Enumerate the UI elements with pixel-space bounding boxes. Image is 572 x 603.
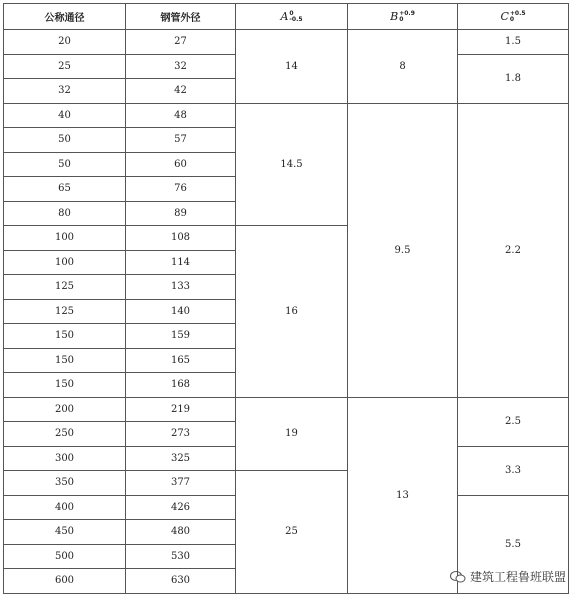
header-a-symbol: A [280, 10, 289, 23]
header-b-tol-lower: 0 [399, 16, 404, 23]
header-nominal-diameter: 公称通径 [4, 4, 126, 30]
table-row [4, 30, 569, 55]
cell-od: 159 [126, 324, 236, 349]
cell-b-group: 9.5 [348, 103, 458, 397]
header-b-tol-upper: +0.9 [399, 10, 415, 17]
table-row [4, 103, 569, 128]
header-c-symbol: C [500, 10, 509, 23]
header-c-tol-lower: 0 [509, 16, 515, 23]
watermark-text: 建筑工程鲁班联盟 [469, 570, 566, 584]
cell-c-group: 1.5 [458, 30, 569, 55]
cell-a-group: 25 [236, 471, 348, 594]
cell-dn: 600 [4, 569, 126, 594]
cell-a-group: 14.5 [236, 103, 348, 226]
header-a-tol-lower: -0.5 [289, 16, 303, 23]
cell-b-group: 13 [348, 397, 458, 593]
cell-od: 168 [126, 373, 236, 398]
cell-od: 48 [126, 103, 236, 128]
cell-dn: 80 [4, 201, 126, 226]
cell-dn: 250 [4, 422, 126, 447]
header-pipe-outer-diameter: 钢管外径 [126, 4, 236, 30]
cell-dn: 25 [4, 54, 126, 79]
cell-dn: 350 [4, 471, 126, 496]
cell-od: 630 [126, 569, 236, 594]
cell-c-group: 2.5 [458, 397, 569, 446]
cell-od: 32 [126, 54, 236, 79]
wechat-logo-icon [450, 571, 466, 583]
cell-od: 325 [126, 446, 236, 471]
cell-od: 42 [126, 79, 236, 104]
cell-dn: 125 [4, 275, 126, 300]
header-c [458, 4, 569, 30]
cell-c-group: 2.2 [458, 103, 569, 397]
cell-od: 377 [126, 471, 236, 496]
cell-od: 27 [126, 30, 236, 55]
cell-dn: 150 [4, 373, 126, 398]
cell-c-group: 3.3 [458, 446, 569, 495]
cell-dn: 50 [4, 152, 126, 177]
header-b-symbol: B [390, 10, 399, 23]
cell-dn: 40 [4, 103, 126, 128]
cell-dn: 20 [4, 30, 126, 55]
cell-a-group: 14 [236, 30, 348, 104]
cell-od: 114 [126, 250, 236, 275]
cell-dn: 150 [4, 324, 126, 349]
cell-dn: 150 [4, 348, 126, 373]
header-a [236, 4, 348, 30]
cell-od: 480 [126, 520, 236, 545]
cell-a-group: 19 [236, 397, 348, 471]
header-b [348, 4, 458, 30]
cell-b-group: 8 [348, 30, 458, 104]
cell-od: 219 [126, 397, 236, 422]
cell-od: 57 [126, 128, 236, 153]
cell-od: 76 [126, 177, 236, 202]
cell-a-group: 16 [236, 226, 348, 398]
cell-od: 89 [126, 201, 236, 226]
cell-dn: 65 [4, 177, 126, 202]
cell-c-group: 5.5 [458, 495, 569, 593]
header-a-tol-upper: 0 [289, 10, 294, 17]
cell-dn: 125 [4, 299, 126, 324]
cell-dn: 450 [4, 520, 126, 545]
cell-dn: 400 [4, 495, 126, 520]
cell-dn: 32 [4, 79, 126, 104]
cell-od: 165 [126, 348, 236, 373]
cell-od: 60 [126, 152, 236, 177]
header-c-tol-upper: +0.5 [509, 10, 526, 17]
cell-dn: 200 [4, 397, 126, 422]
table-row [4, 397, 569, 422]
cell-dn: 100 [4, 250, 126, 275]
header-row [4, 4, 569, 30]
cell-od: 140 [126, 299, 236, 324]
cell-od: 133 [126, 275, 236, 300]
cell-dn: 50 [4, 128, 126, 153]
cell-dn: 100 [4, 226, 126, 251]
cell-dn: 500 [4, 544, 126, 569]
cell-od: 273 [126, 422, 236, 447]
cell-od: 426 [126, 495, 236, 520]
cell-od: 530 [126, 544, 236, 569]
cell-c-group: 1.8 [458, 54, 569, 103]
cell-od: 108 [126, 226, 236, 251]
watermark [450, 568, 566, 585]
dimension-table [3, 3, 569, 594]
cell-dn: 300 [4, 446, 126, 471]
